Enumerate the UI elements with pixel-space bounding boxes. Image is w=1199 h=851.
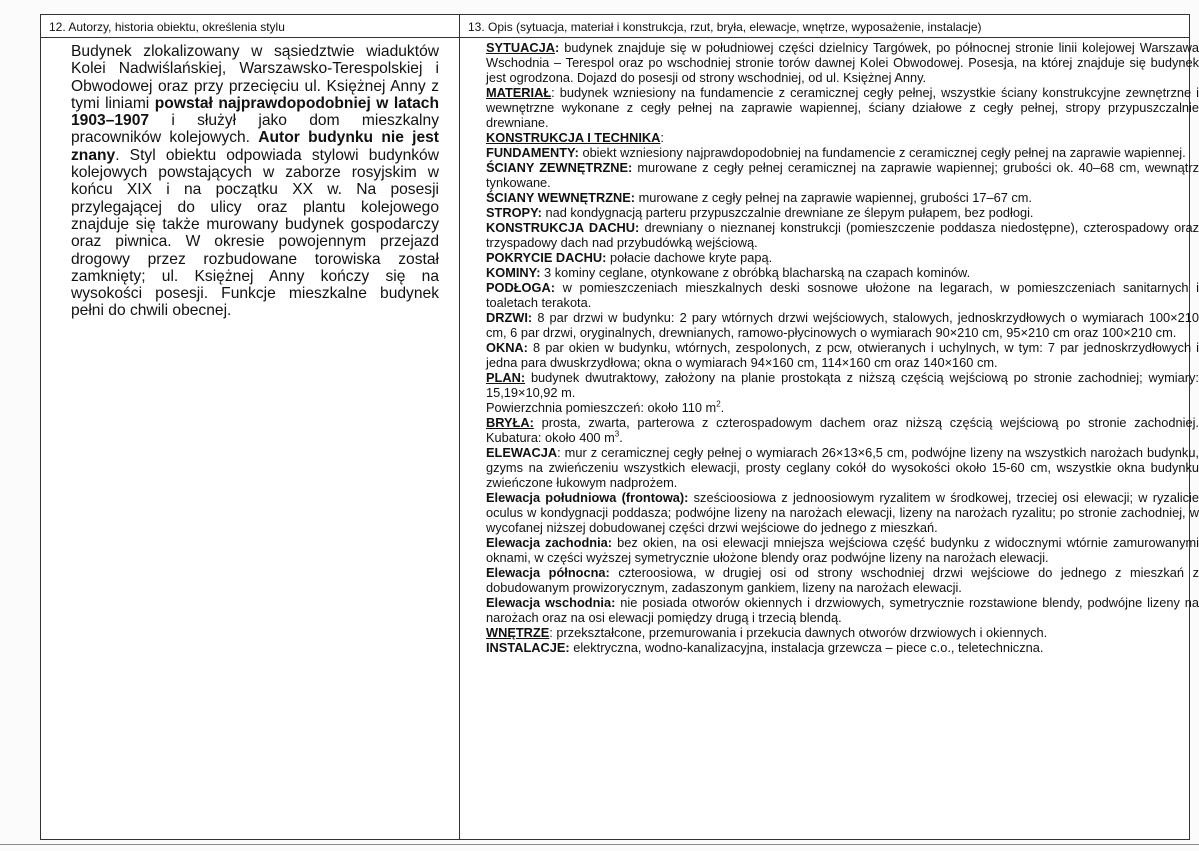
section-12-header: 12. Autorzy, historia obiektu, określenia stylu [49,20,285,34]
para-elewacja-wschodnia: Elewacja wschodnia: nie posiada otworów okiennych i drzwiowych, symetrycznie rozstawione blendy, podwójne lizeny na narożach oraz na osi elewacji pomiędzy drugą i trzecią blendą. [486,595,1199,625]
section-12-body [71,37,439,320]
date-built: powstał najprawdopodobniej w latach 1903–1907 [71,94,439,130]
style-text: . Styl obiektu odpowiada stylowi budynków kolejowych powstających w zaborze rosyjskim w końcu XIX i na początku XX w. Na posesji przylegającej do ulicy oraz plantu kolejowego znajduje się także murowany budynek gospodarczy oraz piwnica. W okresie powojennym przejazd drogowy przez rozbudowane torowiska został zamknięty; ul. Księżnej Anny kończy się na wysokości posesji. Funkcje mieszkalne budynek pełni do chwili obecnej. [71,146,439,320]
section-13-body [486,37,1199,655]
para-elewacja-zachodnia: Elewacja zachodnia: bez okien, na osi elewacji mniejsza wejściowa część budynku z widocznymi wtórnie zamurowanymi oknami, w części wyższej symetrycznie ułożone blendy oraz podwójne lizeny na narożach elewacji. [486,535,1199,565]
history-text: Budynek zlokalizowany w sąsiedztwie wiaduktów Kolei Nadwiślańskiej, Warszawsko-Terespolskiej i Obwodowej oraz przy przecięciu ul. Księżnej Anny z tymi liniami [71,43,439,112]
author-unknown: Autor budynku nie jest znany [71,129,439,164]
para-elewacja-poludniowa: Elewacja południowa (frontowa): sześcioosiowa z jednoosiowym ryzalitem w środkowej, trzeciej osi elewacji; w ryzalicie oculus w kondygnacji poddasza; podwójne lizeny na narożach elewacji, lizeny na narożach ryzalitu; po stronie zachodniej, w wycofanej niższej dobudowanej części drzwi wejściowe do jednego z mieszkań. [486,490,1199,535]
scan-edge-line [0,844,1199,845]
para-instalacje: INSTALACJE: elektryczna, wodno-kanalizacyjna, instalacja grzewcza – piece c.o., teletechniczna. [486,640,1044,655]
section-12 [41,15,459,839]
para-drzwi: DRZWI: 8 par drzwi w budynku: 2 pary wtórnych drzwi wejściowych, stalowych, jednoskrzydłowych o wymiarach 100×210 cm, 6 par drzwi, oryginalnych, drewnianych, ramowo-płycinowych o wymiarach 90×210 cm, 95×210 cm oraz 100×210 cm. [486,310,1199,340]
para-plan: PLAN: budynek dwutraktowy, założony na planie prostokąta z niższą częścią wejściową po stronie zachodniej; wymiary: 15,19×10,92 m. [486,370,1199,400]
para-sciany-zew: ŚCIANY ZEWNĘTRZNE: murowane z cegły pełnej ceramicznej na zaprawie wapiennej; grubości ok. 40–68 cm, wewnątrz tynkowane. [486,160,1199,190]
para-pokrycie: POKRYCIE DACHU: połacie dachowe kryte papą. [486,250,773,265]
para-bryla: BRYŁA: prosta, zwarta, parterowa z czterospadowym dachem oraz niższą częścią wejściową po stronie zachodniej. Kubatura: około 400 $m^3$. [486,415,1199,445]
para-sytuacja: SYTUACJA: budynek znajduje się w południowej części dzielnicy Targówek, po północnej stronie linii kolejowej Warszawa Wschodnia – Terespol oraz po wschodniej stronie torów dawnej Kolei Obwodowej. Posesja, na której znajduje się budynek jest ogrodzona. Dojazd do posesji od strony wschodniej, od ul. Księżnej Anny. [486,40,1199,85]
history-text: i służył jako dom mieszkalny pracowników kolejowych. [71,112,439,147]
para-elewacja: ELEWACJA: mur z ceramicznej cegły pełnej o wymiarach 26×13×6,5 cm, podwójne lizeny na wszystkich narożach budynku, gzyms na zwieńczeniu wszystkich elewacji, prosty ceglany cokół do wysokości około 15-60 cm, wszystkie okna budynku zwieńczone łukowym nadprożem. [486,445,1199,490]
para-fundamenty: FUNDAMENTY: obiekt wzniesiony najprawdopodobniej na fundamencie z ceramicznej cegły pełnej na zaprawie wapiennej. [486,145,1186,160]
para-kominy: KOMINY: 3 kominy ceglane, otynkowane z obróbką blacharską na czapach kominów. [486,265,971,280]
para-konstrukcja: KONSTRUKCJA I TECHNIKA: [486,130,664,145]
para-wnetrze: WNĘTRZE: przekształcone, przemurowania i przekucia dawnych otworów drzwiowych i okiennych. [486,625,1048,640]
form-table [40,14,1199,840]
para-dach: KONSTRUKCJA DACHU: drewniany o nieznanej konstrukcji (pomieszczenie poddasza niedostępne), czterospadowy oraz trzyspadowy dach nad przybudówką wejściową. [486,220,1199,250]
section-13 [460,15,1199,839]
para-powierzchnia: Powierzchnia pomieszczeń: około 110 $m^2$. [486,399,725,415]
para-podloga: PODŁOGA: w pomieszczeniach mieszkalnych deski sosnowe ułożone na legarach, w pomieszczeniach sanitarnych i toaletach terakota. [486,280,1199,310]
para-okna: OKNA: 8 par okien w budynku, wtórnych, zespolonych, z pcw, otwieranych i uchylnych, w tym: 7 par jednoskrzydłowych i jedna para dwuskrzydłowa; okna o wymiarach 94×160 cm, 114×160 cm oraz 140×160 cm. [486,340,1199,370]
para-sciany-wew: ŚCIANY WEWNĘTRZNE: murowane z cegły pełnej na zaprawie wapiennej, grubości 17–67 cm. [486,190,1032,205]
para-stropy: STROPY: nad kondygnacją parteru przypuszczalnie drewniane ze ślepym pułapem, bez podłogi. [486,205,1034,220]
para-elewacja-polnocna: Elewacja północna: czteroosiowa, w drugiej osi od strony wschodniej drzwi wejściowe do jednego z mieszkań z dobudowanym prowizorycznym, zadaszonym gankiem, lizeny na narożach elewacji. [486,565,1199,595]
para-material: MATERIAŁ: budynek wzniesiony na fundamencie z ceramicznej cegły pełnej, wszystkie ściany konstrukcyjne zewnętrzne i wewnętrzne wykonane z cegły pełnej na zaprawie wapiennej, ściany działowe z cegły pełnej, stropy przypuszczalnie drewniane. [486,85,1199,130]
section-13-header: 13. Opis (sytuacja, materiał i konstrukcja, rzut, bryła, elewacje, wnętrze, wyposażenie, instalacje) [468,20,982,34]
